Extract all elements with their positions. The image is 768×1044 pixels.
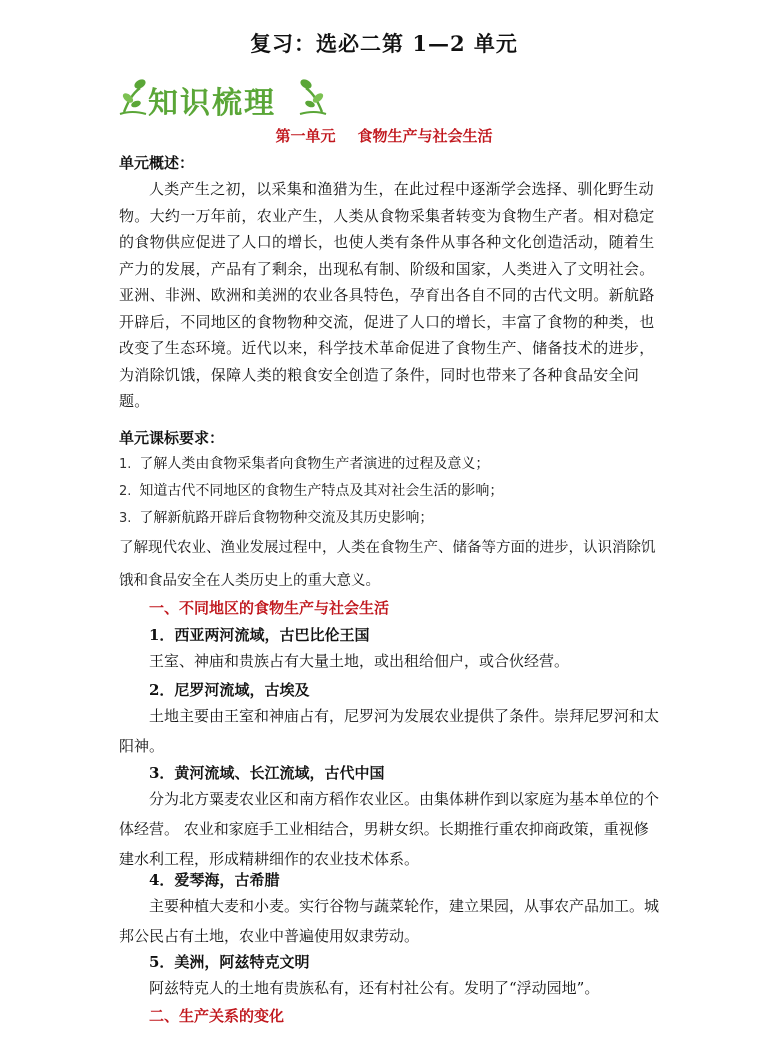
- item-heading: 4．爱琴海，古希腊: [149, 871, 280, 889]
- unit-heading: [0, 125, 768, 146]
- item-heading: 3．黄河流域、长江流域，古代中国: [149, 764, 385, 782]
- item-heading: 1．西亚两河流域，古巴比伦王国: [149, 626, 370, 644]
- requirement-number: 2.: [119, 484, 132, 499]
- section-heading-2: 二、生产关系的变化: [149, 1007, 285, 1025]
- item-heading: 2．尼罗河流域，古埃及: [149, 681, 310, 699]
- section-heading-1: 一、不同地区的食物生产与社会生活: [149, 599, 390, 617]
- requirements-extra: 了解现代农业、渔业发展过程中，人类在食物生产、储备等方面的进步，认识消除饥饿和食品安全在人类历史上的重大意义。: [119, 540, 656, 589]
- unit-title: 食物生产与社会生活: [357, 127, 493, 145]
- item-heading: 5．美洲，阿兹特克文明: [149, 953, 310, 971]
- leaf-ornament-icon: [296, 74, 328, 118]
- requirement-text: 知道古代不同地区的食物生产特点及其对社会生活的影响；: [139, 483, 504, 499]
- requirement-number: 1.: [119, 457, 132, 472]
- overview-paragraph: 人类产生之初，以采集和渔猎为生，在此过程中逐渐学会选择、驯化野生动物。大约一万年前，农业产生，人类从食物采集者转变为食物生产者。相对稳定的食物供应促进了人口的增长，也使人类有条件从事各种文化创造活动，随着生产力的发展，产品有了剩余，出现私有制、阶级和国家，人类进入了文明社会。亚洲、非洲、欧洲和美洲的农业各具特色，孕育出各自不同的古代文明。新航路开辟后，不同地区的食物物种交流，促进了人口的增长，丰富了食物的种类，也改变了生态环境。近代以来，科学技术革命促进了食物生产、储备技术的进步，为消除饥饿，保障人类的粮食安全创造了条件，同时也带来了各种食品安全问题。: [119, 180, 655, 410]
- banner-title: 知识梳理: [148, 86, 276, 121]
- leaf-ornament-icon: [118, 74, 150, 118]
- requirement-item: [119, 480, 503, 500]
- item-text: 阿兹特克人的土地有贵族私有，还有村社公有。发明了“浮动园地”。: [149, 979, 600, 997]
- requirement-number: 3.: [119, 511, 132, 526]
- overview-label: 单元概述：: [119, 154, 195, 172]
- item-text: 主要种植大麦和小麦。实行谷物与蔬菜轮作，建立果园，从事农产品加工。城邦公民占有土地，农业中普遍使用奴隶劳动。: [119, 897, 660, 945]
- item-text: 分为北方粟麦农业区和南方稻作农业区。由集体耕作到以家庭为基本单位的个体经营。 农业和家庭手工业相结合，男耕女织。长期推行重农抑商政策，重视修建水利工程，形成精耕细作的农业技术体系。: [119, 790, 660, 868]
- item-text: 土地主要由王室和神庙占有，尼罗河为发展农业提供了条件。崇拜尼罗河和太阳神。: [119, 707, 660, 755]
- requirement-text: 了解新航路开辟后食物物种交流及其历史影响；: [139, 510, 434, 526]
- document-title: 复习：选必二第 1—2 单元: [250, 31, 518, 56]
- requirement-item: [119, 507, 433, 527]
- knowledge-banner: [118, 74, 328, 122]
- unit-label: 第一单元: [275, 127, 336, 145]
- requirement-text: 了解人类由食物采集者向食物生产者演进的过程及意义；: [139, 456, 490, 472]
- requirement-item: [119, 453, 489, 473]
- requirements-label: 单元课标要求：: [119, 429, 225, 447]
- item-text: 王室、神庙和贵族占有大量土地，或出租给佃户，或合伙经营。: [149, 652, 570, 670]
